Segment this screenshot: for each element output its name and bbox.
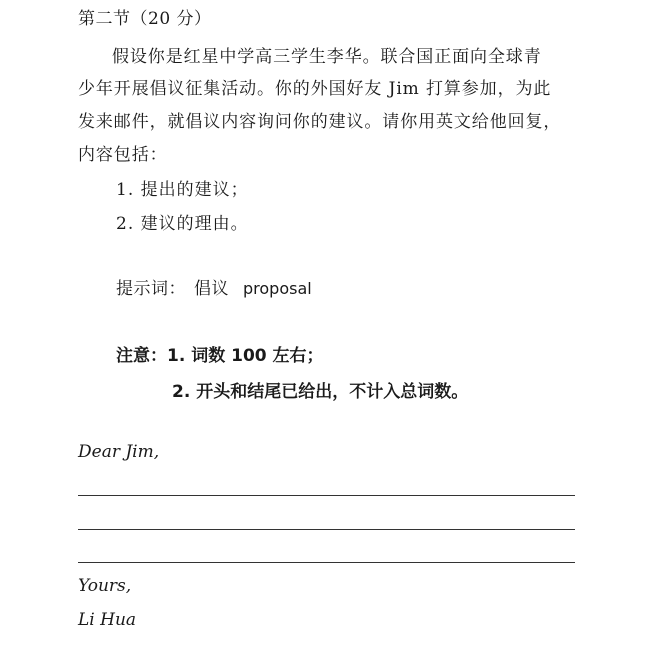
requirement-item-2: 2. 建议的理由。 [116,214,249,234]
writing-line-2 [78,529,575,530]
note-line-2: 2. 开头和结尾已给出，不计入总词数。 [172,382,469,402]
hint-term-cn: 倡议 [194,279,229,299]
letter-salutation: Dear Jim, [78,442,160,462]
section-title: 第二节（20 分） [78,9,212,29]
letter-signature: Li Hua [78,610,137,630]
requirement-item-1: 1. 提出的建议； [116,180,249,200]
letter-closing: Yours, [78,576,132,596]
prompt-line-1: 假设你是红星中学高三学生李华。联合国正面向全球青 [112,47,542,67]
writing-line-1 [78,495,575,496]
hint-row [116,274,312,299]
hint-label: 提示词： [116,279,186,299]
prompt-line-2: 少年开展倡议征集活动。你的外国好友 Jim 打算参加，为此 [78,79,552,99]
note-line-1: 注意：1. 词数 100 左右； [116,346,324,366]
hint-term-en: proposal [243,279,312,298]
writing-line-3 [78,562,575,563]
prompt-line-4: 内容包括： [78,145,168,165]
prompt-line-3: 发来邮件，就倡议内容询问你的建议。请你用英文给他回复， [78,112,562,132]
